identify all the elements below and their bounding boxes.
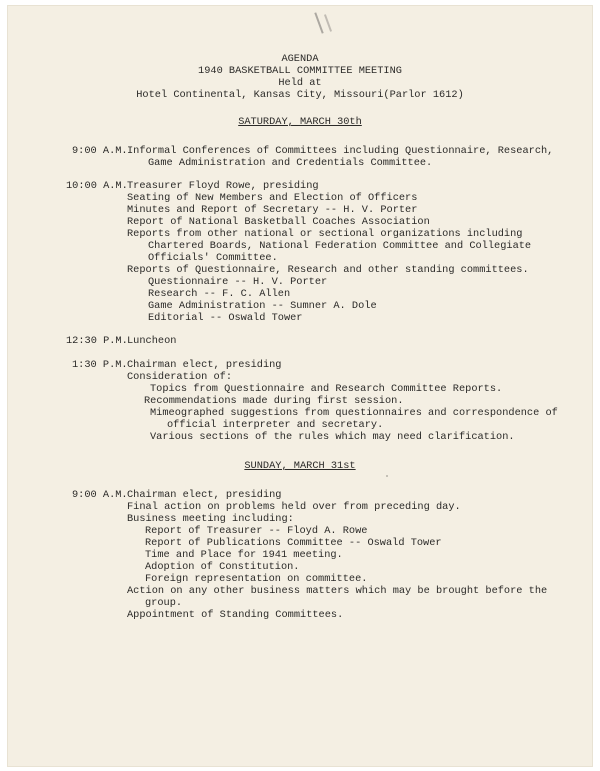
agenda-line: Editorial -- Oswald Tower (148, 312, 303, 324)
agenda-line: Officials' Committee. (148, 252, 278, 264)
agenda-line: Report of National Basketball Coaches Association (127, 216, 430, 228)
agenda-line: Report of Publications Committee -- Oswald Tower (145, 537, 442, 549)
agenda-line: Topics from Questionnaire and Research Committee Reports. (150, 383, 503, 395)
agenda-line: Luncheon (127, 335, 177, 347)
sunday-heading: SUNDAY, MARCH 31st (244, 460, 356, 472)
agenda-line: Foreign representation on committee. (145, 573, 368, 585)
agenda-line: Game Administration -- Sumner A. Dole (148, 300, 377, 312)
agenda-line: Reports of Questionnaire, Research and other standing committees. (127, 264, 529, 276)
agenda-line: Time and Place for 1941 meeting. (145, 549, 343, 561)
agenda-line: Informal Conferences of Committees including Questionnaire, Research, (127, 145, 554, 157)
agenda-line: Mimeographed suggestions from questionnaires and correspondence of (150, 407, 558, 419)
saturday-heading: SATURDAY, MARCH 30th (238, 116, 362, 128)
time-label: 1:30 P.M. (72, 359, 128, 371)
agenda-line: Minutes and Report of Secretary -- H. V. Porter (127, 204, 418, 216)
time-label: 9:00 A.M. (72, 145, 128, 157)
agenda-line: Consideration of: (127, 371, 233, 383)
agenda-line: Appointment of Standing Committees. (127, 609, 344, 621)
time-label: 12:30 P.M. (66, 335, 128, 347)
agenda-line: Action on any other business matters which may be brought before the (127, 585, 548, 597)
agenda-line: official interpreter and secretary. (167, 419, 384, 431)
agenda-line: Questionnaire -- H. V. Porter (148, 276, 328, 288)
agenda-line: Chairman elect, presiding (127, 489, 282, 501)
agenda-line: Various sections of the rules which may need clarification. (150, 431, 515, 443)
agenda-line: Adoption of Constitution. (145, 561, 300, 573)
agenda-line: Treasurer Floyd Rowe, presiding (127, 180, 319, 192)
agenda-line: Chartered Boards, National Federation Committee and Collegiate (148, 240, 532, 252)
agenda-line: Business meeting including: (127, 513, 294, 525)
time-label: 9:00 A.M. (72, 489, 128, 501)
agenda-line: Research -- F. C. Allen (148, 288, 291, 300)
agenda-line: Seating of New Members and Election of Officers (127, 192, 418, 204)
time-label: 10:00 A.M. (66, 180, 128, 192)
agenda-line: group. (145, 597, 183, 609)
paper-speck (386, 475, 388, 477)
meeting-location: Hotel Continental, Kansas City, Missouri(Parlor 1612) (136, 89, 464, 101)
agenda-line: Report of Treasurer -- Floyd A. Rowe (145, 525, 368, 537)
agenda-line: Chairman elect, presiding (127, 359, 282, 371)
agenda-line: Reports from other national or sectional organizations including (127, 228, 523, 240)
meeting-title: 1940 BASKETBALL COMMITTEE MEETING (198, 65, 402, 77)
held-at: Held at (278, 77, 322, 89)
agenda-heading: AGENDA (281, 53, 319, 65)
agenda-line: Game Administration and Credentials Committee. (148, 157, 433, 169)
agenda-line: Recommendations made during first session. (144, 395, 404, 407)
agenda-line: Final action on problems held over from preceding day. (127, 501, 461, 513)
